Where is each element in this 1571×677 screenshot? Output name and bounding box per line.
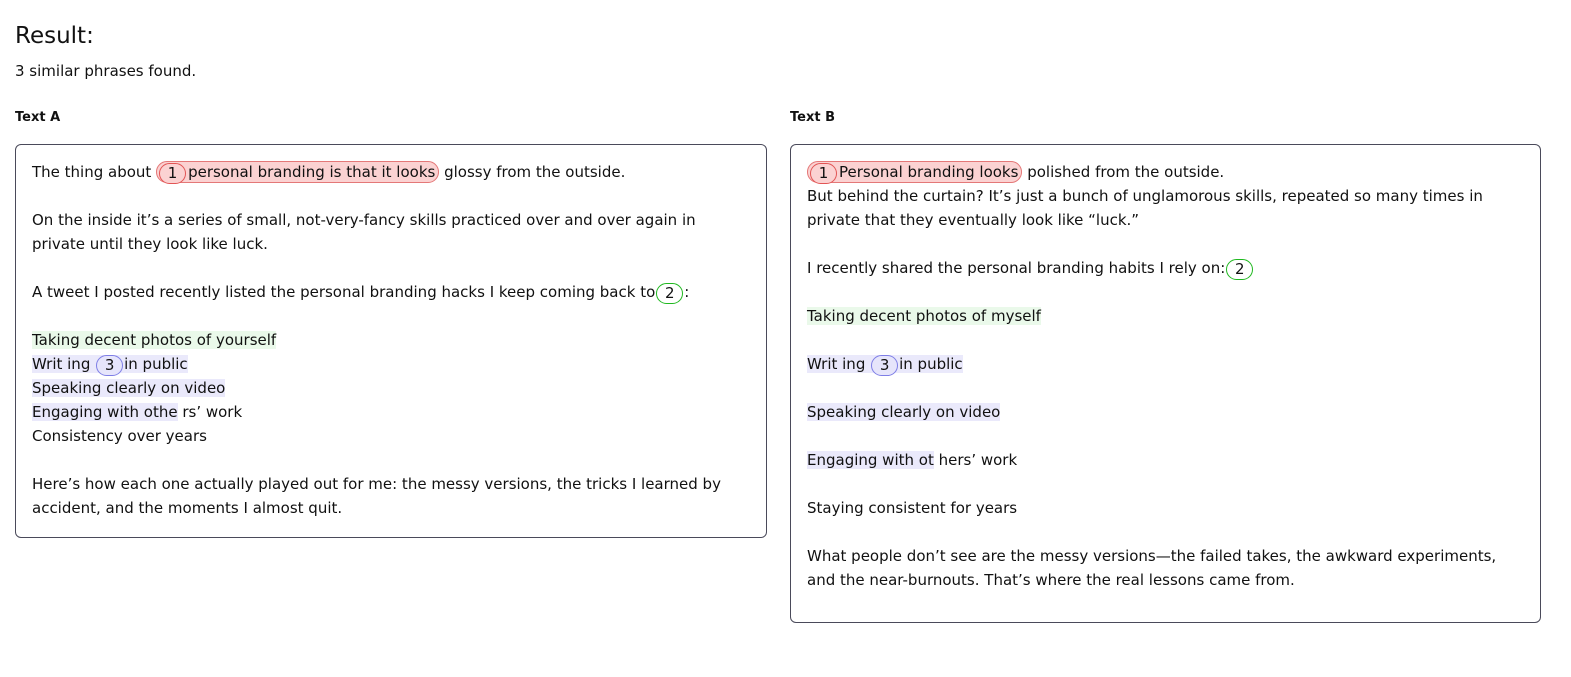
match-2-marker-a[interactable]: 2	[656, 283, 683, 304]
text-a-paragraph-3	[32, 280, 750, 304]
text-a-panel[interactable]	[15, 144, 767, 538]
text-a-list-item-4	[32, 400, 750, 424]
match-3-highlight-b-part-3[interactable]: Engaging with ot	[807, 451, 934, 469]
match-2-highlight-a[interactable]: Taking decent photos of yourself	[32, 331, 277, 349]
match-1-marker-b[interactable]: 1	[810, 163, 837, 184]
match-2-marker-b[interactable]: 2	[1226, 259, 1253, 280]
text-b-list-item-4	[807, 448, 1524, 472]
text-b-p1-after: polished from the outside.	[1022, 163, 1225, 181]
text-a-list-item-1	[32, 328, 750, 352]
match-1-marker-a[interactable]: 1	[159, 163, 186, 184]
match-3-highlight-b-part-1[interactable]	[807, 355, 963, 373]
text-a-paragraph-1	[32, 160, 750, 184]
match-1-text-b: Personal branding looks	[839, 163, 1019, 181]
text-b-list-item-2	[807, 352, 1524, 376]
text-b-paragraph-4: What people don’t see are the messy versions—the failed takes, the awkward experiments, and the near-burnouts. That’s where the real lessons came from.	[807, 547, 1497, 589]
text-b-paragraph-3	[807, 256, 1524, 280]
match-3-highlight-a-part-1[interactable]	[32, 355, 188, 373]
text-a-p3-after: :	[684, 283, 690, 301]
match-3-highlight-a-part-2[interactable]: Speaking clearly on video	[32, 379, 226, 397]
text-b-paragraph-1	[807, 160, 1524, 184]
match-1-highlight-b[interactable]	[807, 161, 1022, 183]
match-3-marker-b[interactable]: 3	[871, 355, 898, 376]
text-b-item2-b: in public	[899, 355, 963, 373]
text-a-list-item-2	[32, 352, 750, 376]
text-a-list-item-3	[32, 376, 750, 400]
text-b-list-item-1	[807, 304, 1524, 328]
text-a-paragraph-4: Here’s how each one actually played out for me: the messy versions, the tricks I learned by accident, and the moments I almost quit.	[32, 475, 721, 517]
match-1-text-a: personal branding is that it looks	[188, 163, 436, 181]
text-b-label: Text B	[790, 110, 835, 125]
text-a-item2-b: in public	[124, 355, 188, 373]
match-3-marker-a[interactable]: 3	[96, 355, 123, 376]
text-a-label: Text A	[15, 110, 61, 125]
match-2-highlight-b[interactable]: Taking decent photos of myself	[807, 307, 1041, 325]
text-b-list-item-3	[807, 400, 1524, 424]
text-b-paragraph-2: But behind the curtain? It’s just a bunch of unglamorous skills, repeated so many times in private that they eventually look like “luck.”	[807, 187, 1483, 229]
match-1-highlight-a[interactable]	[156, 161, 439, 183]
match-3-highlight-b-part-2[interactable]: Speaking clearly on video	[807, 403, 1001, 421]
text-b-panel[interactable]	[790, 144, 1541, 623]
text-b-item4-rest: hers’ work	[933, 451, 1018, 469]
text-a-p1-after: glossy from the outside.	[439, 163, 626, 181]
text-b-item2-a: Writ ing	[807, 355, 871, 373]
text-a-p1-before: The thing about	[32, 163, 157, 181]
match-3-highlight-a-part-3[interactable]: Engaging with othe	[32, 403, 178, 421]
text-b-list-item-5: Staying consistent for years	[807, 499, 1018, 517]
text-a-item4-rest: rs’ work	[177, 403, 243, 421]
text-b-p3-before: I recently shared the personal branding habits I rely on:	[807, 259, 1226, 277]
text-a-list-item-5: Consistency over years	[32, 427, 207, 445]
text-a-item2-a: Writ ing	[32, 355, 96, 373]
text-a-paragraph-2: On the inside it’s a series of small, not-very-fancy skills practiced over and over again in private until they look like luck.	[32, 211, 696, 253]
text-a-p3-before: A tweet I posted recently listed the personal branding hacks I keep coming back to	[32, 283, 656, 301]
result-summary: 3 similar phrases found.	[15, 62, 197, 80]
result-title: Result:	[15, 23, 94, 49]
